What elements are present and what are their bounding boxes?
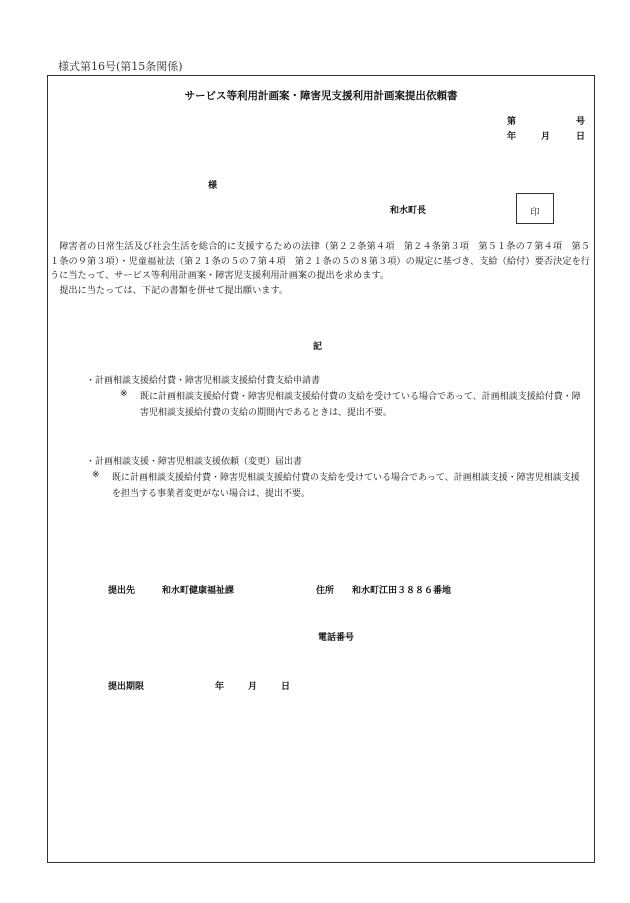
seal-box bbox=[516, 193, 554, 224]
item-1-label: ・計画相談支援給付費・障害児相談支援給付費支給申請書 bbox=[86, 376, 321, 386]
doc-number-dai: 第 bbox=[507, 117, 517, 127]
item-2-label: ・計画相談支援・障害児相談支援依頼（変更）届出書 bbox=[86, 457, 303, 467]
form-frame bbox=[47, 75, 595, 863]
body-paragraph-2: 提出に当たっては、下記の書類を併せて提出願います。 bbox=[59, 284, 289, 296]
issuer-name: 和水町長 bbox=[390, 206, 427, 216]
item-1-note: 既に計画相談支援給付費・障害児相談支援給付費の支給を受けている場合であって、計画相談支援給付費・障害児相談支援給付費の支給の期間内であるときは、提出不要。 bbox=[140, 392, 581, 418]
form-title: サービス等利用計画案・障害児支援利用計画案提出依頼書 bbox=[184, 90, 458, 102]
item-2-note: 既に計画相談支援給付費・障害児相談支援給付費の支給を受けている場合であって、計画相談支援・障害児相談支援を担当する事業者変更がない場合は、提出不要。 bbox=[112, 473, 580, 499]
deadline-day: 日 bbox=[281, 682, 291, 692]
deadline-year: 年 bbox=[215, 682, 225, 692]
deadline-month: 月 bbox=[248, 682, 258, 692]
date-year: 年 bbox=[507, 132, 517, 142]
date-month: 月 bbox=[541, 132, 551, 142]
seal-label: 印 bbox=[530, 208, 540, 218]
request-body bbox=[50, 240, 590, 298]
destination-label: 提出先 bbox=[108, 586, 136, 596]
ki-heading: 記 bbox=[313, 342, 323, 352]
destination-value: 和水町健康福祉課 bbox=[162, 586, 235, 596]
item-2-note-mark: ※ bbox=[92, 470, 100, 480]
phone-label: 電話番号 bbox=[318, 633, 355, 643]
address-value: 和水町江田３８８６番地 bbox=[352, 586, 452, 596]
item-1-note-mark: ※ bbox=[120, 389, 128, 399]
form-code: 様式第16号(第15条関係) bbox=[58, 60, 183, 73]
doc-number-go: 号 bbox=[576, 117, 586, 127]
date-day: 日 bbox=[576, 132, 586, 142]
body-paragraph-1: 障害者の日常生活及び社会生活を総合的に支援するための法律（第２２条第４項 第２４条第３項 第５１条の７第４項 第５１条の９第３項）・児童福祉法（第２１条の５の７第４項 第２１条の５の８第３項）の規定に基づき、支給（給付）要否決定を行うに当たって、サービス等利用計画案・障害児支援利用計画案の提出を求めます。 bbox=[50, 241, 590, 281]
address-label: 住所 bbox=[316, 586, 335, 596]
deadline-label: 提出期限 bbox=[108, 682, 145, 692]
addressee-suffix: 様 bbox=[208, 181, 218, 191]
